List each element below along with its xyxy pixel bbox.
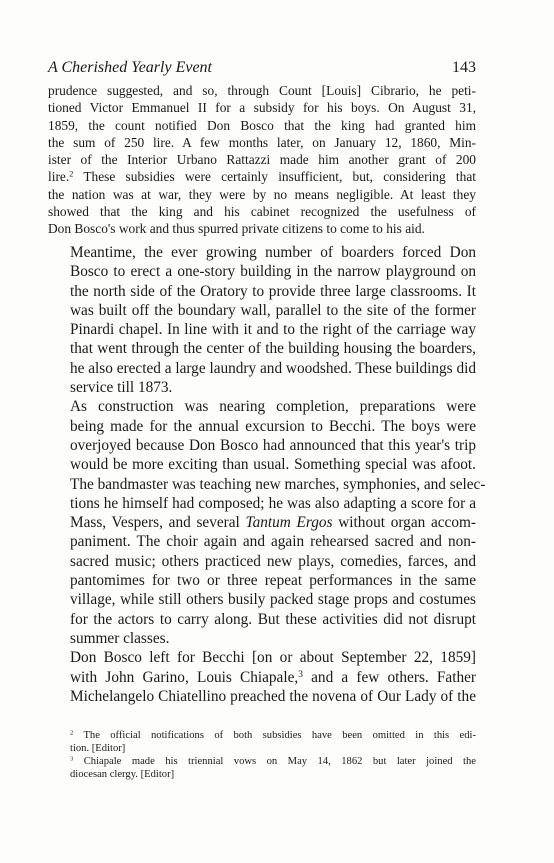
footnote-marker: 3 xyxy=(70,755,74,763)
footnote-ref: 3 xyxy=(298,669,303,680)
text-line: prudence suggested, and so, through Count [Louis] Cibrario, he peti- xyxy=(48,83,476,98)
text-fragment: with John Garino, Louis Chiapale, xyxy=(70,668,299,686)
text-line: As construction was nearing completion, preparations were xyxy=(70,398,476,416)
text-line xyxy=(48,513,476,532)
italic-term: Tantum Ergos xyxy=(245,514,333,532)
text-line: pantomimes for two or three repeat performances in the same xyxy=(70,572,476,590)
text-fragment: Mass, Vespers, and several xyxy=(70,514,246,532)
text-line: service till 1873. xyxy=(70,379,173,397)
text-line: paniment. The choir again and again rehearsed sacred and non- xyxy=(70,533,476,551)
text-line: that went through the center of the building housing the boarders, xyxy=(70,340,476,358)
text-line: summer classes. xyxy=(70,629,170,647)
footnotes xyxy=(48,729,476,781)
text-line: the nation was at war, they were by no means negligible. At least they xyxy=(48,186,476,202)
text-line: Bosco to erect a one-story building in the narrow playground on xyxy=(70,263,476,281)
text-line: ister of the Interior Urbano Rattazzi made him another grant of 200 xyxy=(48,152,476,168)
text-line: the north side of the Oratory to provide three large classrooms. It xyxy=(70,282,476,300)
text-fragment: without organ accom- xyxy=(332,514,476,532)
text-line xyxy=(48,168,476,185)
text-fragment: and a few others. Father xyxy=(302,668,476,686)
text-line xyxy=(48,668,476,687)
text-fragment: lire. xyxy=(48,169,70,185)
footnote-ref: 2 xyxy=(69,169,74,179)
text-line: Don Bosco's work and thus spurred private citizens to come to his aid. xyxy=(48,221,425,237)
footnote-marker: 2 xyxy=(70,729,74,737)
text-line: sacred music; others practiced new plays, comedies, farces, and xyxy=(70,552,476,570)
text-line: he also erected a large laundry and woodshed. These buildings did xyxy=(70,359,476,377)
paragraph-construction xyxy=(48,397,486,648)
text-fragment: The official notifications of both subsidies have been omitted in this edi- xyxy=(73,730,476,741)
text-line: Pinardi chapel. In line with it and to the right of the carriage way xyxy=(70,321,476,339)
paragraph-becchi xyxy=(48,648,476,706)
text-line: would be more exciting than usual. Something special was afoot. xyxy=(70,456,476,474)
page-header xyxy=(48,58,476,78)
text-line: The bandmaster was teaching new marches, symphonies, and selec- xyxy=(70,475,486,493)
text-line: the sum of 250 lire. A few months later, on January 12, 1860, Min- xyxy=(48,134,476,150)
text-fragment: These subsidies were certainly insufficient, but, considering that xyxy=(73,169,476,185)
paragraph-meantime xyxy=(48,243,476,397)
text-line: village, while still others busily packed stage props and costumes xyxy=(70,591,476,609)
text-line: being made for the annual excursion to Becchi. The boys were xyxy=(70,417,476,435)
page-number: 143 xyxy=(452,59,476,76)
paragraph-subsidies xyxy=(48,82,476,238)
text-line xyxy=(48,729,476,742)
text-line: for the actors to carry along. But these activities did not disrupt xyxy=(70,610,476,628)
text-line: Michelangelo Chiatellino preached the novena of Our Lady of the xyxy=(70,687,476,705)
text-line: Don Bosco left for Becchi [on or about September 22, 1859] xyxy=(70,649,476,667)
text-line: 1859, the count notified Don Bosco that the king had granted him xyxy=(48,117,476,133)
text-line: tion. [Editor] xyxy=(70,743,126,754)
footnote xyxy=(48,729,476,755)
text-line: tioned Victor Emmanuel II for a subsidy for his boys. On August 31, xyxy=(48,100,476,116)
body-text xyxy=(48,243,486,706)
text-line xyxy=(48,755,476,768)
footnote xyxy=(48,755,476,781)
text-fragment: Chiapale made his triennial vows on May 14, 1862 but later joined the xyxy=(73,756,476,767)
text-line: Meantime, the ever growing number of boarders forced Don xyxy=(70,244,476,261)
text-line: showed that the king and his cabinet recognized the usefulness of xyxy=(48,204,476,220)
text-line: was built off the boundary wall, parallel to the site of the former xyxy=(70,301,476,319)
running-title: A Cherished Yearly Event xyxy=(48,59,212,76)
text-line: tions he himself had composed; he was also adapting a score for a xyxy=(70,494,476,512)
text-line: diocesan clergy. [Editor] xyxy=(70,769,175,780)
text-line: overjoyed because Don Bosco had announced that this year's trip xyxy=(70,436,476,454)
